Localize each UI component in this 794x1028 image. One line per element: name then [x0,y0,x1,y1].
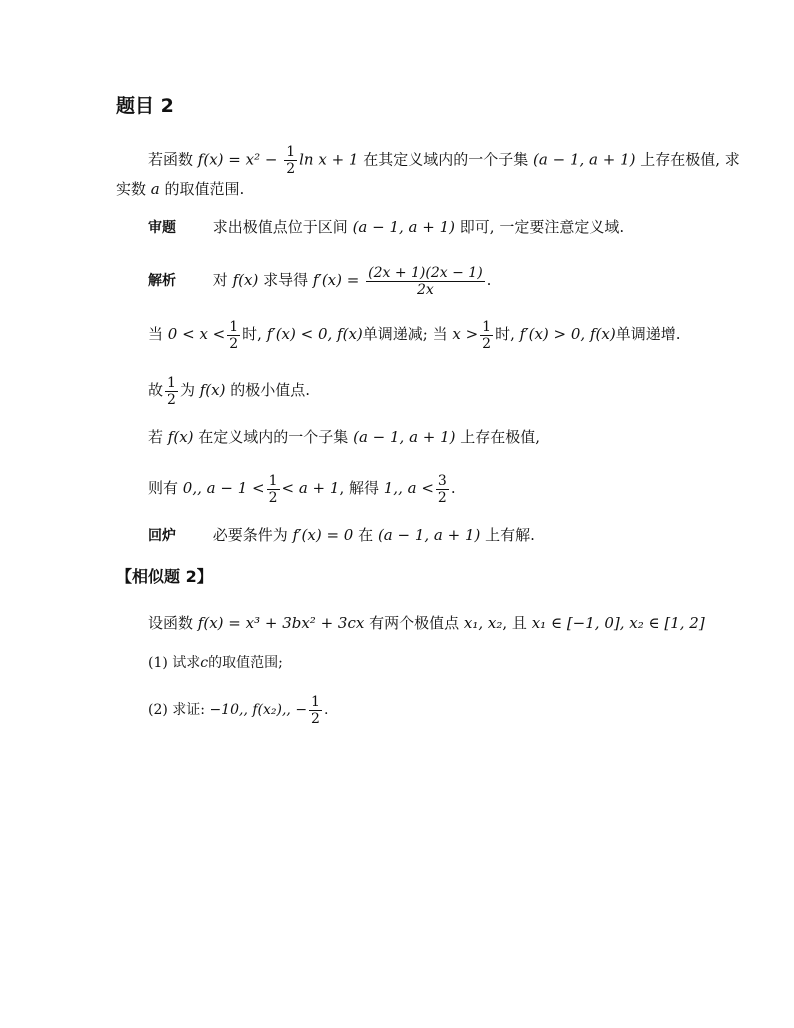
text: 当 [148,325,164,343]
inequality: 0 < x < [167,325,226,343]
solve-line [148,468,456,508]
denominator: 2 [311,710,320,727]
inequality: x > [452,325,479,343]
numerator: 1 [268,472,278,489]
function-expression: f(x) = x³ + 3bx² + 3cx [197,614,365,632]
text: 在其定义域内的一个子集 [363,150,529,169]
fraction-one-half [165,375,178,408]
text: 的极小值点. [230,381,311,399]
extreme-points: x₁, x₂ [463,614,503,632]
fraction-one-half [284,144,297,177]
text: 若函数 [148,150,194,169]
text: 求导得 [263,271,309,289]
text: (1) 试求 [148,655,201,671]
inequality: < a + 1 [281,479,340,497]
variable-a: a [150,180,160,198]
text: 上存在极值, 求 [640,150,740,169]
analysis-label: 解析 [148,273,176,289]
text: , 且 [502,614,527,632]
condition: f′(x) < 0, f(x) [266,325,363,343]
numerator: 1 [229,318,239,335]
text: (2) 求证: [148,702,205,718]
inequality: −10,, f(x₂),, − [209,702,308,718]
derivative-fraction [366,265,485,298]
text: 有两个极值点 [369,614,460,632]
text: 时, [495,325,515,343]
minimum-point-line [148,370,310,410]
denominator: 2 [229,335,239,352]
text: 的取值范围; [208,655,283,671]
numerator: 3 [437,472,447,489]
denominator: 2 [167,391,176,408]
interval: (a − 1, a + 1) [377,526,481,544]
text: 实数 [116,180,147,198]
period: . [486,271,492,289]
inequality: 0,, a − 1 < [182,479,265,497]
equation: f′(x) = 0 [292,526,354,544]
interval-condition: x₁ ∈ [−1, 0], x₂ ∈ [1, 2] [531,614,705,632]
similar-problem-heading: 【相似题 2】 [116,567,213,586]
denominator: 2x [416,281,434,298]
fraction-one-half [309,694,322,727]
text: 求出极值点位于区间 [212,218,348,236]
denominator: 2 [437,489,447,506]
text: 故 [148,381,164,399]
text: 即可, 一定要注意定义域. [459,218,625,236]
function-tail: ln x + 1 [299,150,359,169]
recap-label: 回炉 [148,528,176,544]
text: 的取值范围. [164,180,245,198]
similar-problem-statement [148,612,705,634]
denominator: 2 [268,489,278,506]
review-line [148,216,624,239]
fraction-one-half [480,319,493,352]
function-fx: f(x) [199,381,226,399]
question-2 [148,690,328,730]
period: . [323,702,329,718]
text: 在 [358,526,374,544]
text: 时, [242,325,262,343]
numerator: 1 [482,318,492,335]
derivative-lhs: f′(x) = [312,271,360,289]
denominator: 2 [286,161,296,177]
text: 对 [212,271,228,289]
variable-c: c [200,655,209,671]
fraction-three-halves [436,473,449,506]
question-1 [148,652,283,674]
condition-line [148,426,540,448]
text: , 解得 [339,479,379,497]
result: 1,, a < [383,479,434,497]
interval: (a − 1, a + 1) [533,150,636,169]
numerator: 1 [167,374,176,391]
text: 必要条件为 [212,526,288,544]
problem-title: 题目 2 [116,95,174,117]
text: 设函数 [148,614,194,632]
text: 上存在极值, [460,428,541,446]
problem-statement-line1 [148,144,740,177]
text: 单调递减; 当 [362,325,448,343]
analysis-line [148,260,491,301]
function-fx: f(x) [167,428,194,446]
function-expression: f(x) = x² − [197,150,283,169]
text: 单调递增. [615,325,681,343]
monotonicity-line [148,314,680,354]
period: . [450,479,456,497]
review-label: 审题 [148,220,176,236]
text: 上有解. [485,526,535,544]
text: 为 [179,381,195,399]
denominator: 2 [482,335,492,352]
numerator: 1 [286,144,296,160]
interval: (a − 1, a + 1) [353,428,456,446]
fraction-one-half [267,473,280,506]
function-fx: f(x) [232,271,259,289]
numerator: 1 [311,693,320,710]
interval: (a − 1, a + 1) [352,218,455,236]
fraction-one-half [227,319,240,352]
text: 则有 [148,479,179,497]
problem-statement-line2 [116,178,244,200]
numerator: (2x + 1)(2x − 1) [368,264,483,281]
condition: f′(x) > 0, f(x) [519,325,616,343]
recap-line [148,524,535,547]
text: 在定义域内的一个子集 [198,428,349,446]
text: 若 [148,428,164,446]
